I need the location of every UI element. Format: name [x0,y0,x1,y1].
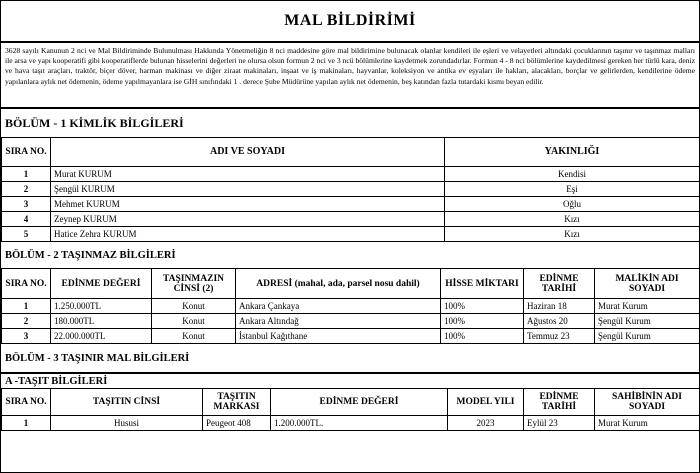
row-no: 1 [2,167,51,182]
row-date: Ağustos 20 [524,314,595,329]
col-header-date: EDİNME TARİHİ [524,389,595,416]
col-header-name: ADI VE SOYADI [51,138,445,167]
section-3-title: BÖLÜM - 3 TAŞINIR MAL BİLGİLERİ [5,352,190,364]
table-row [2,416,700,431]
row-no: 2 [2,182,51,197]
row-no: 1 [2,416,51,431]
row-no: 5 [2,227,51,242]
form-title: MAL BİLDİRİMİ [284,12,416,29]
row-name: Zeynep KURUM [51,212,445,227]
row-address: Ankara Altındağ [236,314,441,329]
row-value: 1.250.000TL [51,299,152,314]
row-type: Konut [152,314,236,329]
row-owner: Murat Kurum [595,299,700,314]
vehicle-subsection-title: A -TAŞIT BİLGİLERİ [1,372,699,388]
table-row [2,212,700,227]
form-header [1,1,699,43]
table-header-row [2,389,700,416]
row-no: 2 [2,314,51,329]
table-row [2,167,700,182]
col-header-share: HİSSE MİKTARI [441,269,524,299]
col-header-value: EDİNME DEĞERİ [271,389,448,416]
col-header-no: SIRA NO. [2,389,51,416]
col-header-address: ADRESİ (mahal, ada, parsel nosu dahil) [236,269,441,299]
row-relation: Kızı [445,212,700,227]
row-relation: Oğlu [445,197,700,212]
col-header-no: SIRA NO. [2,138,51,167]
row-relation: Kızı [445,227,700,242]
table-header-row [2,269,700,299]
col-header-date: EDİNME TARİHİ [524,269,595,299]
col-header-type: TAŞINMAZIN CİNSİ (2) [152,269,236,299]
row-brand: Peugeot 408 [203,416,271,431]
row-no: 3 [2,329,51,344]
table-header-row [2,138,700,167]
row-share: 100% [441,299,524,314]
row-date: Temmuz 23 [524,329,595,344]
row-share: 100% [441,329,524,344]
row-value: 1.200.000TL. [271,416,448,431]
row-name: Hatice Zehra KURUM [51,227,445,242]
row-name: Mehmet KURUM [51,197,445,212]
row-owner: Murat Kurum [595,416,700,431]
row-share: 100% [441,314,524,329]
row-name: Şengül KURUM [51,182,445,197]
row-value: 22.000.000TL [51,329,152,344]
row-value: 180.000TL [51,314,152,329]
col-header-type: TAŞITIN CİNSİ [51,389,203,416]
intro-text: 3628 sayılı Kanunun 2 nci ve Mal Bildiriminde Bulunulması Hakkında Yönetmeliğin 8 nci maddesine göre mal bildirimine bulunacak olanlar kendileri ile eşleri ve velayetleri altındaki çocuklarının taşınır ve taşınmaz malları ile arsa ve yapı kooperatifi gibi kooperatiflerde bulunan hisselerini değerleri ne olursa olsun formun 2 nci ve 3 ncü bölümlerine kaydetmek zorundadırlar. Formun 4 - 8 nci bölümlerine kaydedilmesi gereken her türlü kara, deniz ve hava taşıt araçları, traktör, biçer döver, harman makinası ve diğer ziraat makinaları, inşaat ve iş makinaları, hayvanlar, koleksiyon ve antika ev eşyaları ile hakları, alacakları, borçlar ve gelirlerden, kendilerine ödeme yapılanlara aylık net ödemenin, ödeme yapılmayanlara ise GİH sınıfındaki 1 . derece Şube Müdürüne yapılan aylık net ödemenin, beş katından fazla tutardaki kısmı beyan edilir. [1,43,699,109]
row-address: İstanbul Kağıthane [236,329,441,344]
col-header-owner: MALİKİN ADI SOYADI [595,269,700,299]
row-year: 2023 [448,416,524,431]
row-relation: Eşi [445,182,700,197]
table-row [2,299,700,314]
row-owner: Şengül Kurum [595,314,700,329]
col-header-relation: YAKINLIĞI [445,138,700,167]
table-row [2,227,700,242]
table-row [2,314,700,329]
table-row [2,197,700,212]
row-type: Konut [152,299,236,314]
row-name: Murat KURUM [51,167,445,182]
row-date: Haziran 18 [524,299,595,314]
row-no: 1 [2,299,51,314]
row-relation: Kendisi [445,167,700,182]
vehicle-table [1,388,700,431]
col-header-no: SIRA NO. [2,269,51,299]
row-no: 4 [2,212,51,227]
row-date: Eylül 23 [524,416,595,431]
row-type: Konut [152,329,236,344]
table-row [2,329,700,344]
identity-table [1,137,700,242]
row-address: Ankara Çankaya [236,299,441,314]
row-type: Hususi [51,416,203,431]
section-2-title: BÖLÜM - 2 TAŞINMAZ BİLGİLERİ [5,249,176,261]
row-owner: Şengül Kurum [595,329,700,344]
col-header-owner: SAHİBİNİN ADI SOYADI [595,389,700,416]
table-row [2,182,700,197]
col-header-value: EDİNME DEĞERİ [51,269,152,299]
col-header-brand: TAŞITIN MARKASI [203,389,271,416]
row-no: 3 [2,197,51,212]
section-1-title: BÖLÜM - 1 KİMLİK BİLGİLERİ [5,115,184,130]
real-estate-table [1,268,700,344]
col-header-year: MODEL YILI [448,389,524,416]
